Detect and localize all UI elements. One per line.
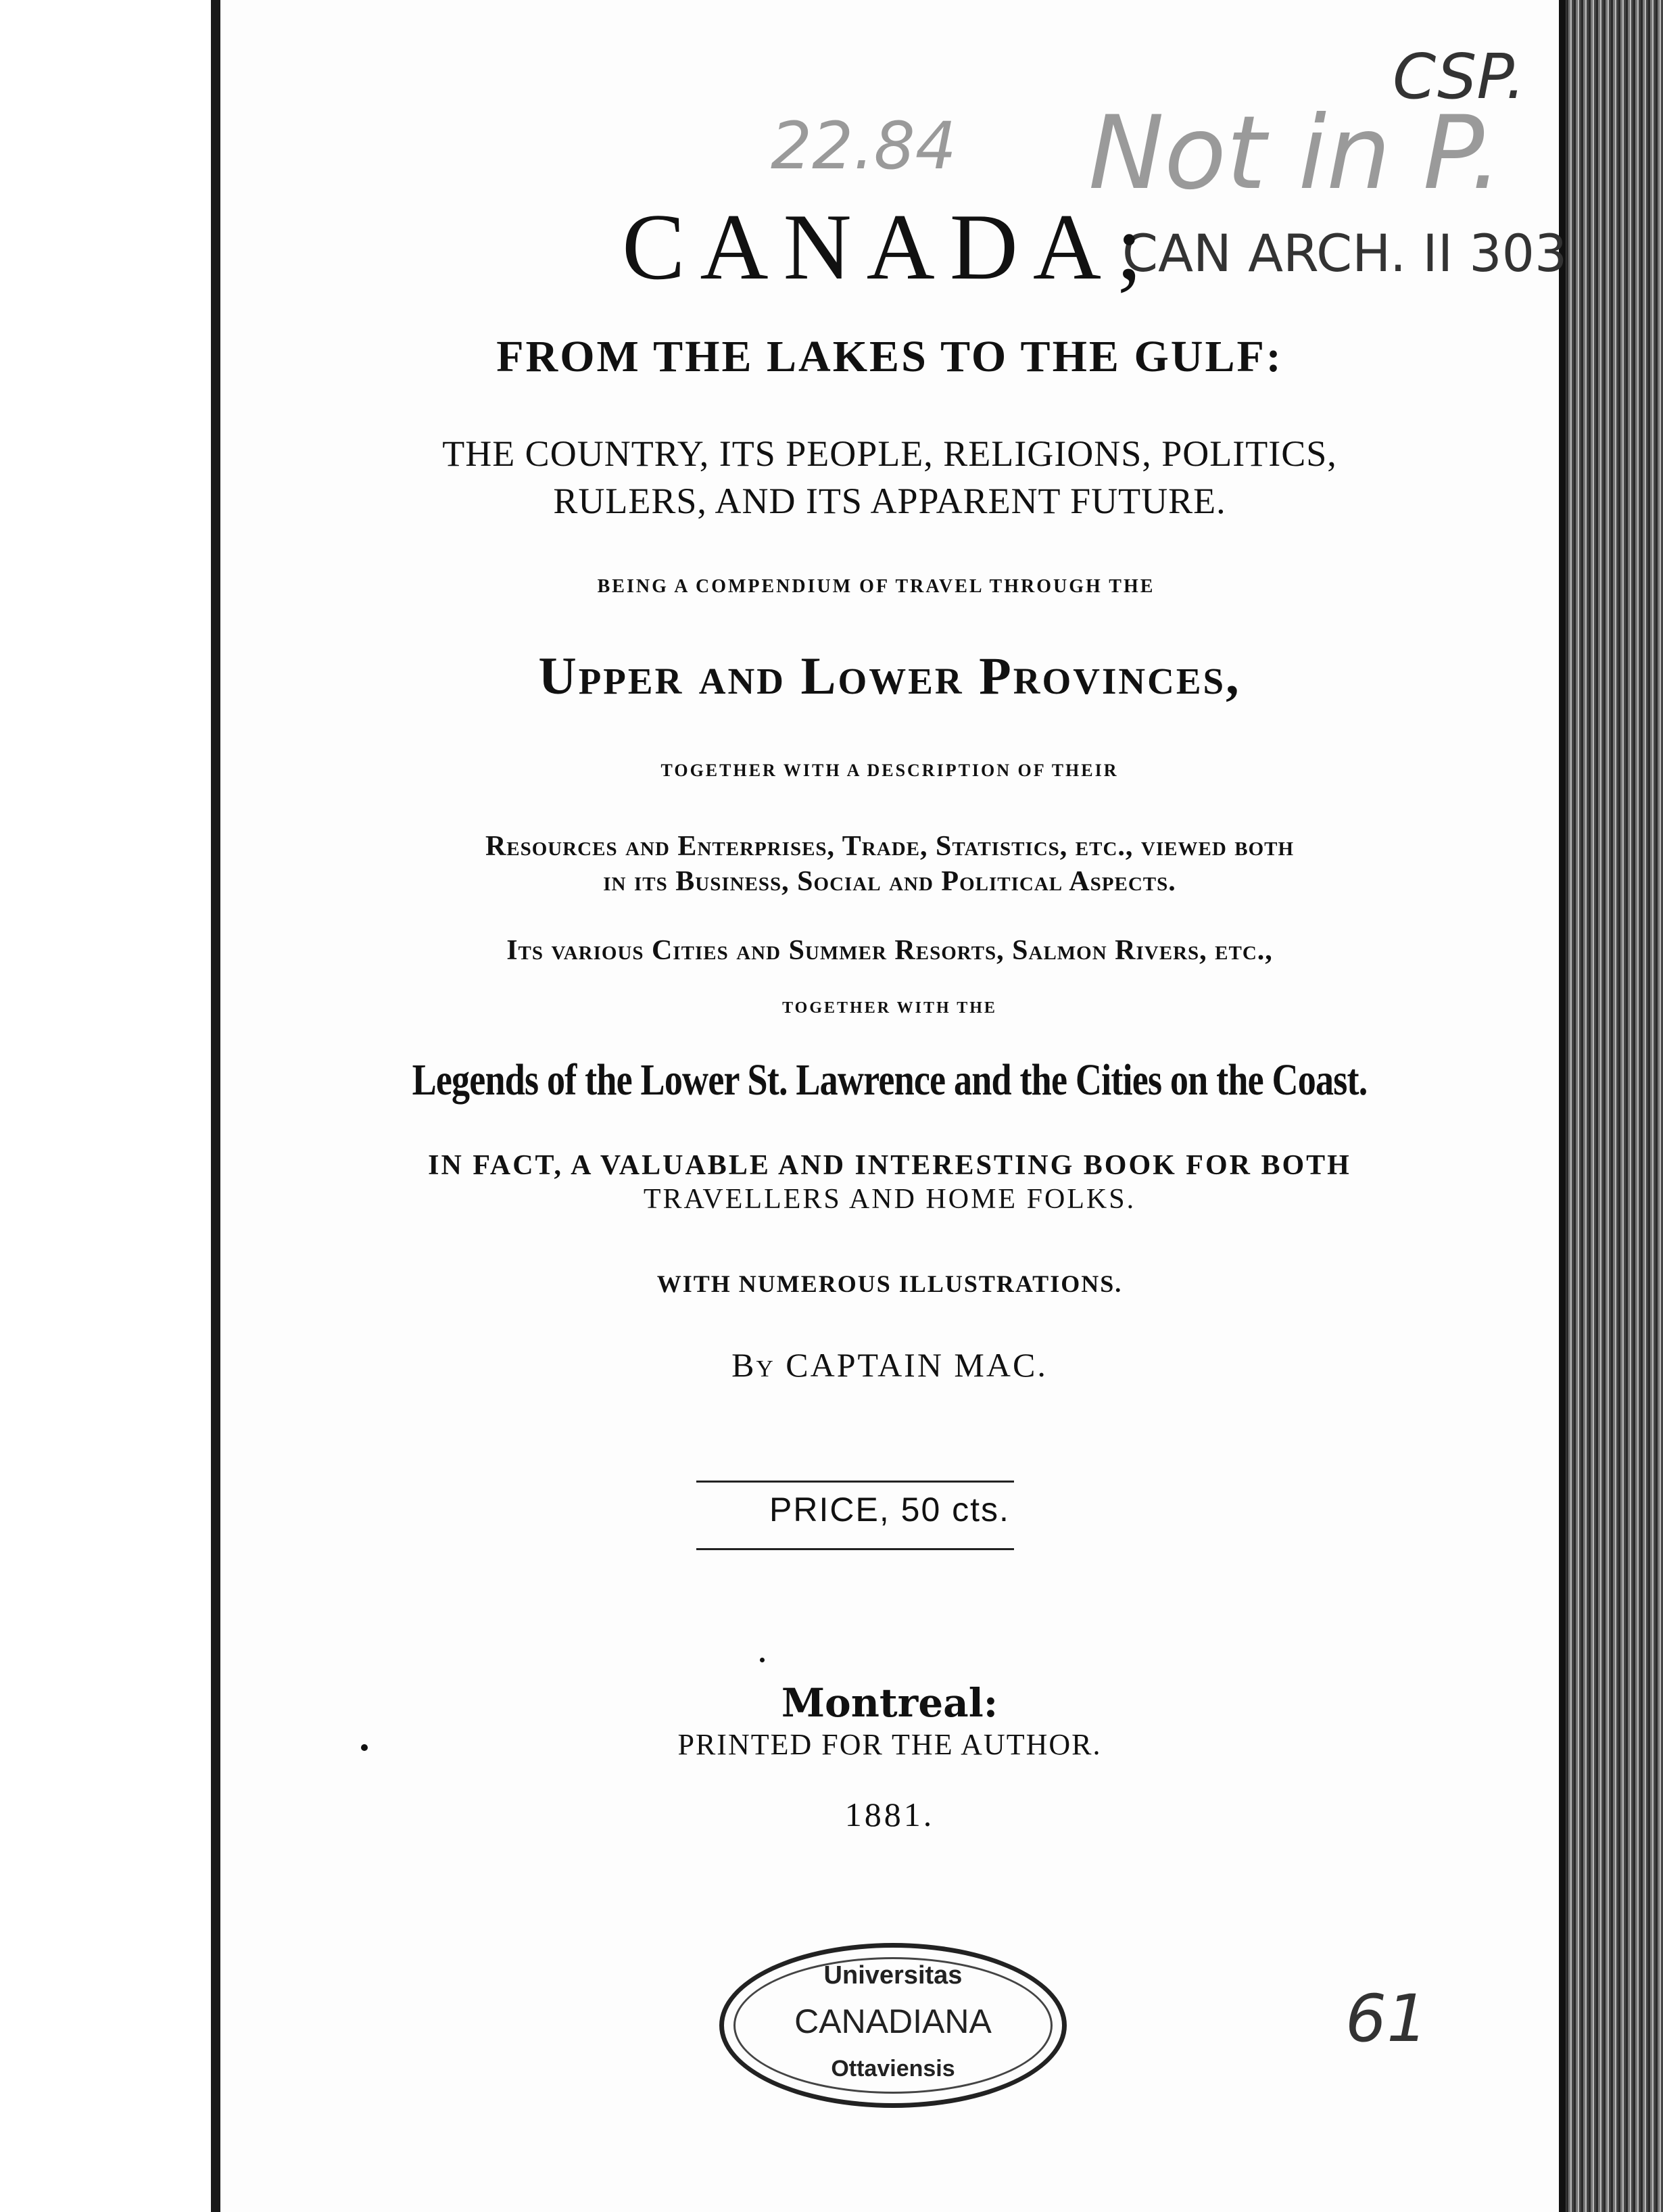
main-title: CANADA;	[622, 195, 1157, 299]
together-with-description: TOGETHER WITH A DESCRIPTION OF THEIR	[660, 761, 1119, 780]
handwritten-not-in-note: Not in P.	[1088, 95, 1503, 212]
author-line: By CAPTAIN MAC.	[731, 1346, 1048, 1384]
in-fact-line-1: IN FACT, A VALUABLE AND INTERESTING BOOK FOR BOTH	[428, 1150, 1351, 1181]
imprint-printed-for: PRINTED FOR THE AUTHOR.	[677, 1728, 1102, 1761]
cities-line: Its various Cities and Summer Resorts, Salmon Rivers, etc.,	[506, 935, 1273, 966]
stamp-line-1: Universitas	[823, 1961, 963, 1990]
imprint-year: 1881.	[844, 1796, 935, 1833]
price-rule-bottom	[696, 1548, 1014, 1550]
illustrations-note: WITH NUMEROUS ILLUSTRATIONS.	[656, 1270, 1123, 1297]
provinces-heading: Upper and Lower Provinces,	[538, 646, 1241, 705]
page-edges	[1559, 0, 1663, 2212]
price-label: PRICE, 50 cts.	[769, 1491, 1010, 1529]
price-rule-top	[696, 1481, 1014, 1483]
handwritten-shelf-number: 22.84	[771, 108, 957, 184]
handwritten-page-number: 61	[1345, 1981, 1428, 2057]
library-stamp	[719, 1943, 1067, 2108]
page-gutter-shadow	[211, 0, 220, 2212]
handwritten-initials: CSP.	[1393, 41, 1526, 113]
resources-line-1: Resources and Enterprises, Trade, Statistics, etc., viewed both	[485, 831, 1295, 862]
legends-heading: Legends of the Lower St. Lawrence and the Cities on the Coast.	[412, 1055, 1368, 1105]
subtitle: FROM THE LAKES TO THE GULF:	[496, 332, 1283, 381]
handwritten-catalog-ref: CAN ARCH. II 303	[1122, 223, 1568, 283]
description-line-1: THE COUNTRY, ITS PEOPLE, RELIGIONS, POLITICS,	[442, 433, 1337, 474]
stamp-line-2: CANADIANA	[794, 2002, 992, 2040]
description-line-2: RULERS, AND ITS APPARENT FUTURE.	[553, 481, 1226, 521]
resources-line-2: in its Business, Social and Political Aspects.	[603, 866, 1176, 897]
imprint-place: Montreal:	[781, 1680, 998, 1726]
in-fact-line-2: TRAVELLERS AND HOME FOLKS.	[643, 1184, 1136, 1215]
page-edge-line	[1559, 0, 1566, 2212]
together-with-the: TOGETHER WITH THE	[782, 999, 997, 1017]
stamp-line-3: Ottaviensis	[831, 2056, 955, 2082]
ink-dot	[760, 1658, 765, 1662]
compendium-intro: BEING A COMPENDIUM OF TRAVEL THROUGH THE	[597, 576, 1155, 597]
scan-left-margin	[0, 0, 211, 2212]
